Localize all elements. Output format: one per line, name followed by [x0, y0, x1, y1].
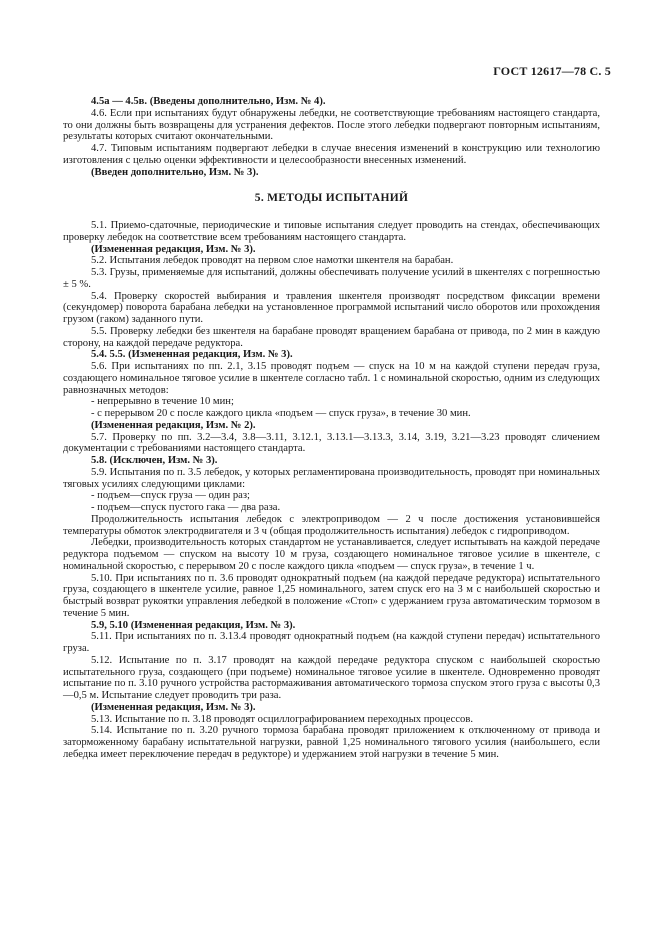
paragraph-5-10: 5.10. При испытаниях по п. 3.6 проводят однократный подъем (на каждой передаче редуктора) испытательного груза, создающего в шкентеле усилие, равное 1,25 номинального, затем спуск его на 3 м с наибольшей скоростью и быстрый возврат рукоятки управления лебедкой в положение «Стоп» с удержанием груза автоматическим тормозом в течение 5 мин.	[63, 572, 600, 619]
paragraph-5-12: 5.12. Испытание по п. 3.17 проводят на каждой передаче редуктора спуском с наибольшей скоростью испытательного груза, создающего (при подъеме) номинальное тяговое усилие в шкентеле. Одновременно проводят испытание по п. 3.10 ручного устройства растормаживания автоматического тормоза спуском этого груза с высоты 0,3—0,5 м. Испытание следует проводить три раза.	[63, 654, 600, 701]
paragraph-5-5: 5.5. Проверку лебедки без шкентеля на барабане проводят вращением барабана от привода, по 2 мин в каждую сторону, на каждой передаче редуктора.	[63, 325, 600, 349]
section-title: 5. МЕТОДЫ ИСПЫТАНИЙ	[254, 192, 409, 205]
paragraph-5-14: 5.14. Испытание по п. 3.20 ручного тормоза барабана проводят приложением к отключенному от привода и заторможенному барабану испытательной нагрузки, равной 1,25 номинального тягового усилия (наибольшего, если лебедка имеет переключение передач в редукторе) и удержанием этой нагрузки в течение 5 мин.	[63, 725, 600, 760]
paragraph-5-13: 5.13. Испытание по п. 3.18 проводят осциллографированием переходных процессов.	[91, 713, 474, 725]
note-5-12: (Измененная редакция, Изм. № 3).	[91, 701, 256, 713]
list-item-5-6b: - с перерывом 20 с после каждого цикла «подъем — спуск груза», в течение 30 мин.	[91, 408, 471, 419]
paragraph-4-7: 4.7. Типовым испытаниям подвергают лебедки в случае внесения изменений в конструкцию или технологию изготовления с целью оценки эффективности и целесообразности внесенных изменений.	[63, 143, 600, 166]
paragraph-5-6: 5.6. При испытаниях по пп. 2.1, 3.15 проводят подъем — спуск на 10 м на каждой ступени передач груза, создающего номинальное тяговое усилие в шкентеле согласно табл. 1 с номинальной скоростью, одним из следующих равнозначных методов:	[63, 361, 600, 396]
note-5-10: 5.9, 5.10 (Измененная редакция, Изм. № 3).	[91, 619, 296, 631]
note-5-5: 5.4. 5.5. (Измененная редакция, Изм. № 3).	[91, 349, 293, 361]
paragraph-5-3: 5.3. Грузы, применяемые для испытаний, должны обеспечивать получение усилий в шкентелях с погрешностью ± 5 %.	[63, 267, 600, 290]
paragraph-4-5a: 4.5а — 4.5в. (Введены дополнительно, Изм. № 4).	[91, 96, 326, 107]
note-4-7: (Введен дополнительно, Изм. № 3).	[91, 166, 259, 178]
paragraph-5-7: 5.7. Проверку по пп. 3.2—3.4, 3.8—3.11, 3.12.1, 3.13.1—3.13.3, 3.14, 3.19, 3.21—3.23 проводят сличением документации с требованиями настоящего стандарта.	[63, 431, 600, 455]
note-5-6: (Измененная редакция, Изм. № 2).	[91, 419, 256, 431]
paragraph-4-6: 4.6. Если при испытаниях будут обнаружены лебедки, не соответствующие требованиям настоящего стандарта, то они должны быть возвращены для устранения дефектов. После этого лебедки подвергают повторным испытаниям, результаты которых считают окончательными.	[63, 107, 600, 143]
paragraph-5-9: 5.9. Испытания по п. 3.5 лебедок, у которых регламентирована производительность, проводят при номинальных тяговых усилиях следующими циклами:	[63, 466, 600, 490]
note-5-1: (Измененная редакция, Изм. № 3).	[91, 243, 256, 255]
paragraph-5-2: 5.2. Испытания лебедок проводят на первом слое намотки шкентеля на барабан.	[91, 255, 454, 267]
note-5-8: 5.8. (Исключен, Изм. № 3).	[91, 455, 218, 466]
list-item-5-6a: - непрерывно в течение 10 мин;	[91, 396, 234, 408]
paragraph-5-11: 5.11. При испытаниях по п. 3.13.4 проводят однократный подъем (на каждой ступени передач) испытательного груза.	[63, 631, 600, 654]
paragraph-5-9c: Продолжительность испытания лебедок с электроприводом — 2 ч после достижения установившейся температуры обмоток электродвигателя и 3 ч (общая продолжительность испытания) лебедок с гидроприводом.	[63, 513, 600, 537]
paragraph-5-1: 5.1. Приемо-сдаточные, периодические и типовые испытания следует проводить на стендах, обеспечивающих проверку лебедок на соответствие всем требованиям настоящего стандарта.	[63, 220, 600, 243]
page-header: ГОСТ 12617—78 С. 5	[493, 64, 611, 78]
list-item-5-9b: - подъем—спуск пустого гака — два раза.	[91, 502, 281, 513]
paragraph-5-4: 5.4. Проверку скоростей выбирания и травления шкентеля производят посредством фиксации времени (секундомер) поворота барабана лебедки на установленное программой испытаний число оборотов или прохождения грузом (гаком) заданного пути.	[63, 290, 600, 325]
page-body	[63, 96, 600, 761]
paragraph-5-9d: Лебедки, производительность которых стандартом не устанавливается, следует испытывать на каждой передаче редуктора подъемом — спуском на высоту 10 м груза, создающего номинальное тяговое усилие в шкентеле, с номинальной скоростью, с перерывом 20 с после каждого цикла «подъем — спуск груза», в течение 1 ч.	[63, 537, 600, 572]
list-item-5-9a: - подъем—спуск груза — один раз;	[91, 490, 250, 502]
